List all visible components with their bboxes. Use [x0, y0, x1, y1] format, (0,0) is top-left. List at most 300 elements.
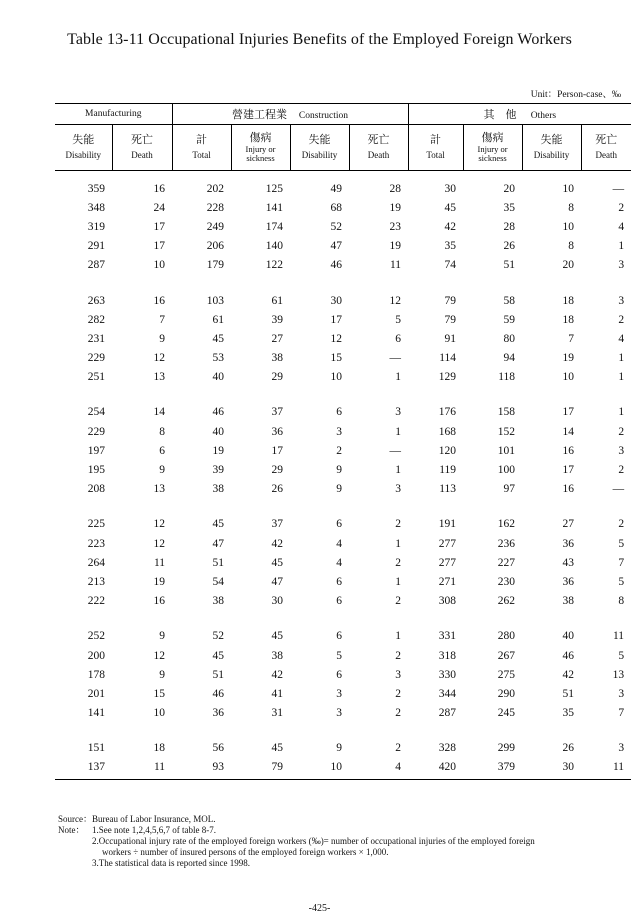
table-cell: 12 [153, 649, 166, 662]
table-row [55, 534, 631, 553]
table-cell: 79 [444, 313, 457, 326]
table-row [55, 198, 631, 217]
table-cell: 9 [159, 630, 166, 643]
table-cell: 17 [562, 406, 575, 419]
table-cell: 7 [568, 332, 575, 345]
table-cell: 1 [395, 575, 402, 588]
table-cell: 228 [206, 201, 225, 214]
table-cell: 9 [336, 464, 343, 477]
column-header: 死亡 Death [581, 125, 631, 171]
table-cell: 26 [503, 240, 516, 253]
table-cell: 45 [444, 201, 457, 214]
table-cell: 2 [618, 425, 625, 438]
table-cell: 103 [206, 294, 225, 307]
table-cell: 4 [336, 556, 343, 569]
column-header: 失能 Disability [55, 125, 112, 171]
table-cell: 379 [463, 758, 522, 780]
table-cell: 94 [503, 352, 516, 365]
table-cell: 19 [212, 444, 225, 457]
table-cell: 282 [87, 313, 105, 326]
table-cell: 263 [87, 294, 105, 307]
note-line-1: Note： 1.See note 1,2,4,5,6,7 of table 8-7. [58, 825, 216, 835]
table-cell: 42 [562, 668, 575, 681]
table-cell: 162 [497, 518, 516, 531]
table-cell: 1 [395, 537, 402, 550]
table-cell: 208 [87, 483, 105, 496]
table-row [55, 627, 631, 646]
table-cell: 10 [330, 371, 343, 384]
table-cell: 38 [212, 595, 225, 608]
table-cell: 2 [395, 687, 402, 700]
table-cell: 53 [212, 352, 225, 365]
table-cell: 19 [389, 201, 402, 214]
table-cell: 45 [212, 649, 225, 662]
table-cell: 11 [389, 259, 402, 272]
table-cell: 19 [389, 240, 402, 253]
table-cell: 2 [618, 313, 625, 326]
table-cell: 42 [271, 537, 284, 550]
table-cell: 35 [444, 240, 457, 253]
table-cell: 262 [497, 595, 516, 608]
table-cell: 51 [562, 687, 575, 700]
group-spacer [55, 499, 631, 515]
table-cell: 27 [271, 332, 284, 345]
table-cell: 3 [395, 483, 402, 496]
table-cell: 264 [87, 556, 105, 569]
table-cell: 195 [87, 464, 105, 477]
table-cell: 11 [612, 630, 625, 643]
table-cell: 37 [271, 406, 284, 419]
table-cell: 16 [153, 294, 166, 307]
table-cell: 2 [395, 742, 402, 755]
table-cell: 348 [87, 201, 105, 214]
table-cell: 119 [439, 464, 457, 477]
table-row [55, 704, 631, 723]
table-cell: 122 [265, 259, 284, 272]
source-line: Source： Bureau of Labor Insurance, MOL. [58, 814, 216, 824]
table-cell: 47 [330, 240, 343, 253]
table-cell: 4 [349, 758, 408, 780]
table-cell: 174 [265, 220, 284, 233]
table-cell: 213 [87, 575, 105, 588]
table-cell: 93 [172, 758, 231, 780]
table-cell: 59 [503, 313, 516, 326]
table-cell: 52 [212, 630, 225, 643]
table-row [55, 403, 631, 422]
table-row [55, 256, 631, 275]
table-cell: 152 [497, 425, 516, 438]
table-cell: 39 [212, 464, 225, 477]
table-cell: 35 [562, 707, 575, 720]
table-cell: 4 [618, 332, 625, 345]
table-cell: 8 [568, 240, 575, 253]
group-others: 其 他 Others [408, 104, 631, 125]
table-cell: 79 [444, 294, 457, 307]
table-cell: 29 [271, 464, 284, 477]
table-cell: 38 [212, 483, 225, 496]
note-line-3: 3.The statistical data is reported since 1998. [92, 858, 250, 868]
table-cell: 267 [497, 649, 516, 662]
table-cell: 97 [503, 483, 516, 496]
table-cell: 1 [618, 240, 625, 253]
table-cell: 254 [87, 406, 105, 419]
table-row [55, 349, 631, 368]
table-cell: 38 [562, 595, 575, 608]
table-cell: 137 [55, 758, 112, 780]
table-cell: 6 [159, 444, 166, 457]
table-row [55, 310, 631, 329]
table-cell: 179 [206, 259, 225, 272]
table-cell: 291 [87, 240, 105, 253]
table-cell: 7 [159, 313, 166, 326]
table-cell: 6 [336, 630, 343, 643]
table-cell: 51 [212, 556, 225, 569]
table-cell: 15 [153, 687, 166, 700]
table-cell: 51 [212, 668, 225, 681]
table-cell: 10 [562, 220, 575, 233]
table-row [55, 217, 631, 236]
table-cell: 11 [112, 758, 172, 780]
table-cell: 118 [498, 371, 516, 384]
table-cell: 168 [438, 425, 457, 438]
table-cell: 79 [231, 758, 290, 780]
table-cell: 197 [87, 444, 105, 457]
table-cell: 40 [212, 371, 225, 384]
table-cell: 420 [408, 758, 463, 780]
table-cell: 201 [87, 687, 105, 700]
table-cell: 5 [618, 649, 625, 662]
table-cell: 5 [618, 575, 625, 588]
table-cell: 39 [271, 313, 284, 326]
table-cell: 10 [562, 182, 575, 195]
table-cell: 10 [153, 259, 166, 272]
table-cell: 45 [271, 556, 284, 569]
table-cell: 42 [271, 668, 284, 681]
table-cell: 11 [153, 556, 166, 569]
table-cell: 200 [87, 649, 105, 662]
table-row [55, 171, 631, 199]
note-line-2-cont: workers ÷ number of insured persons of the employed foreign workers × 1,000. [102, 847, 389, 857]
table-cell: 36 [562, 575, 575, 588]
table-cell: 38 [271, 649, 284, 662]
table-cell: 2 [395, 649, 402, 662]
table-cell: 41 [271, 687, 284, 700]
table-cell: — [612, 483, 625, 496]
table-row [55, 515, 631, 534]
table-cell: 30 [271, 595, 284, 608]
table-cell: 1 [395, 425, 402, 438]
unit-text: Unit：Person-case、 [530, 90, 612, 100]
table-cell: 36 [271, 425, 284, 438]
table-cell: 12 [330, 332, 343, 345]
table-cell: 229 [87, 425, 105, 438]
table-cell: 16 [153, 595, 166, 608]
table-cell: 287 [87, 259, 105, 272]
table-cell: 14 [562, 425, 575, 438]
table-row [55, 368, 631, 387]
table-cell: 43 [562, 556, 575, 569]
table-cell: 2 [395, 556, 402, 569]
table-row [55, 553, 631, 572]
table-row [55, 572, 631, 591]
table-row [55, 646, 631, 665]
table-cell: 3 [618, 444, 625, 457]
table-cell: 275 [497, 668, 516, 681]
table-cell: 1 [395, 630, 402, 643]
table-cell: 10 [562, 371, 575, 384]
table-cell: 2 [336, 444, 343, 457]
table-cell: 8 [159, 425, 166, 438]
table-cell: 249 [206, 220, 225, 233]
table-cell: 51 [503, 259, 516, 272]
table-cell: 80 [503, 332, 516, 345]
table-cell: 11 [581, 758, 631, 780]
table-cell: 13 [153, 483, 166, 496]
table-cell: 191 [438, 518, 457, 531]
table-cell: — [389, 444, 402, 457]
table-cell: 2 [395, 518, 402, 531]
table-cell: 120 [438, 444, 457, 457]
column-header: 死亡 Death [349, 125, 408, 171]
table-row [55, 237, 631, 256]
table-cell: 36 [212, 707, 225, 720]
table-cell: 3 [618, 294, 625, 307]
table-cell: 1 [618, 352, 625, 365]
table-cell: 3 [336, 707, 343, 720]
group-spacer [55, 275, 631, 291]
table-cell: 113 [439, 483, 457, 496]
table-cell: 280 [497, 630, 516, 643]
permille-symbol: ‰ [612, 89, 621, 99]
table-cell: 9 [159, 332, 166, 345]
table-cell: 251 [87, 371, 105, 384]
table-cell: 13 [612, 668, 625, 681]
table-cell: 2 [395, 707, 402, 720]
table-cell: 3 [395, 406, 402, 419]
table-cell: 17 [153, 240, 166, 253]
table-cell: 6 [336, 668, 343, 681]
table-cell: 46 [212, 687, 225, 700]
table-cell: 3 [336, 425, 343, 438]
table-cell: 319 [87, 220, 105, 233]
table-row [55, 739, 631, 758]
column-header: 失能 Disability [522, 125, 581, 171]
table-cell: 3 [395, 668, 402, 681]
table-cell: 61 [271, 294, 284, 307]
table-cell: 10 [153, 707, 166, 720]
table-cell: 8 [618, 595, 625, 608]
table-cell: 16 [562, 444, 575, 457]
table-cell: 129 [438, 371, 457, 384]
table-cell: 230 [497, 575, 516, 588]
column-header: 計 Total [172, 125, 231, 171]
table-cell: 27 [562, 518, 575, 531]
table-cell: 229 [87, 352, 105, 365]
table-cell: 1 [618, 406, 625, 419]
table-cell: 91 [444, 332, 457, 345]
table-cell: 14 [153, 406, 166, 419]
table-cell: 178 [87, 668, 105, 681]
table-cell: 12 [153, 352, 166, 365]
table-cell: 15 [330, 352, 343, 365]
table-cell: 37 [271, 518, 284, 531]
table-cell: 308 [438, 595, 457, 608]
table-cell: 3 [618, 742, 625, 755]
table-cell: 6 [336, 575, 343, 588]
table-cell: 3 [336, 687, 343, 700]
column-header: 傷病 Injury or sickness [231, 125, 290, 171]
table-cell: 17 [153, 220, 166, 233]
table-cell: 30 [330, 294, 343, 307]
table-cell: 141 [87, 707, 105, 720]
table-cell: 344 [438, 687, 457, 700]
table-cell: 13 [153, 371, 166, 384]
table-cell: 46 [212, 406, 225, 419]
table-cell: 45 [271, 742, 284, 755]
table-cell: 19 [562, 352, 575, 365]
table-cell: 125 [265, 182, 284, 195]
table-cell: 2 [618, 201, 625, 214]
table-cell: 12 [153, 537, 166, 550]
column-header: 死亡 Death [112, 125, 172, 171]
table-cell: 290 [497, 687, 516, 700]
table-cell: 74 [444, 259, 457, 272]
table-cell: 158 [497, 406, 516, 419]
table-cell: 114 [439, 352, 457, 365]
table-cell: 176 [438, 406, 457, 419]
table-cell: 45 [212, 518, 225, 531]
table-cell: 35 [503, 201, 516, 214]
table-cell: 16 [562, 483, 575, 496]
table-row [55, 422, 631, 441]
table-cell: 45 [271, 630, 284, 643]
table-cell: 54 [212, 575, 225, 588]
table-row [55, 758, 631, 780]
column-header: 失能 Disability [290, 125, 349, 171]
table-cell: 20 [503, 182, 516, 195]
table-cell: 3 [618, 259, 625, 272]
table-cell: 30 [522, 758, 581, 780]
footnotes [58, 814, 633, 869]
column-header: 計 Total [408, 125, 463, 171]
table-row [55, 684, 631, 703]
table-cell: 6 [336, 595, 343, 608]
table-cell: 331 [438, 630, 457, 643]
table-cell: 17 [562, 464, 575, 477]
table-cell: 140 [265, 240, 284, 253]
table-cell: 12 [153, 518, 166, 531]
table-cell: 31 [271, 707, 284, 720]
table-cell: 2 [618, 464, 625, 477]
table-cell: 18 [153, 742, 166, 755]
group-spacer [55, 387, 631, 403]
table-cell: 58 [503, 294, 516, 307]
table-cell: 68 [330, 201, 343, 214]
table-cell: 299 [497, 742, 516, 755]
table-cell: 287 [438, 707, 457, 720]
table-cell: 56 [212, 742, 225, 755]
table-cell: 7 [618, 556, 625, 569]
table-cell: 277 [438, 537, 457, 550]
table-cell: 1 [395, 371, 402, 384]
table-cell: 4 [618, 220, 625, 233]
table-cell: 36 [562, 537, 575, 550]
table-cell: 6 [395, 332, 402, 345]
table-cell: 223 [87, 537, 105, 550]
table-cell: 26 [271, 483, 284, 496]
table-cell: 5 [618, 537, 625, 550]
table-cell: 252 [87, 630, 105, 643]
table-cell: 3 [618, 687, 625, 700]
table-cell: 100 [497, 464, 516, 477]
unit-label [531, 86, 621, 100]
table-cell: — [389, 352, 402, 365]
table-cell: 38 [271, 352, 284, 365]
table-cell: 18 [562, 313, 575, 326]
table-cell: 277 [438, 556, 457, 569]
table-cell: 9 [159, 464, 166, 477]
table-row [55, 460, 631, 479]
table-row [55, 592, 631, 611]
table-cell: 318 [438, 649, 457, 662]
table-cell: 1 [395, 464, 402, 477]
table-cell: 328 [438, 742, 457, 755]
table-cell: 271 [438, 575, 457, 588]
table-cell: 24 [153, 201, 166, 214]
table-cell: 42 [444, 220, 457, 233]
table-cell: 5 [395, 313, 402, 326]
table-row [55, 441, 631, 460]
table-cell: 61 [212, 313, 225, 326]
table-cell: 47 [212, 537, 225, 550]
table-cell: 8 [568, 201, 575, 214]
table-cell: 20 [562, 259, 575, 272]
table-cell: 23 [389, 220, 402, 233]
table-cell: 9 [159, 668, 166, 681]
table-cell: 2 [395, 595, 402, 608]
group-spacer [55, 611, 631, 627]
table-cell: 26 [562, 742, 575, 755]
table-cell: 12 [389, 294, 402, 307]
table-cell: 16 [153, 182, 166, 195]
table-cell: 40 [212, 425, 225, 438]
table-cell: 9 [336, 483, 343, 496]
table-cell: 236 [497, 537, 516, 550]
page-title: Table 13-11 Occupational Injuries Benefits of the Employed Foreign Workers [67, 31, 572, 48]
table-cell: 19 [153, 575, 166, 588]
table-cell: 202 [206, 182, 225, 195]
table-cell: 359 [87, 182, 105, 195]
table-cell: 227 [497, 556, 516, 569]
table-row [55, 665, 631, 684]
table-cell: 28 [389, 182, 402, 195]
table-cell: 1 [618, 371, 625, 384]
table-cell: 52 [330, 220, 343, 233]
table-cell: 9 [336, 742, 343, 755]
table-cell: 5 [336, 649, 343, 662]
table-cell: 4 [336, 537, 343, 550]
table-cell: 151 [87, 742, 105, 755]
group-construction: 營建工程業 Construction [172, 104, 408, 125]
table-cell: 45 [212, 332, 225, 345]
column-header: 傷病 Injury or sickness [463, 125, 522, 171]
table-cell: 6 [336, 406, 343, 419]
table-cell: 17 [271, 444, 284, 457]
table-cell: 18 [562, 294, 575, 307]
group-spacer [55, 723, 631, 739]
note-line-2: 2.Occupational injury rate of the employed foreign workers (‰)= number of occupational injuries of the employed foreign [92, 836, 535, 846]
table-cell: — [612, 182, 625, 195]
